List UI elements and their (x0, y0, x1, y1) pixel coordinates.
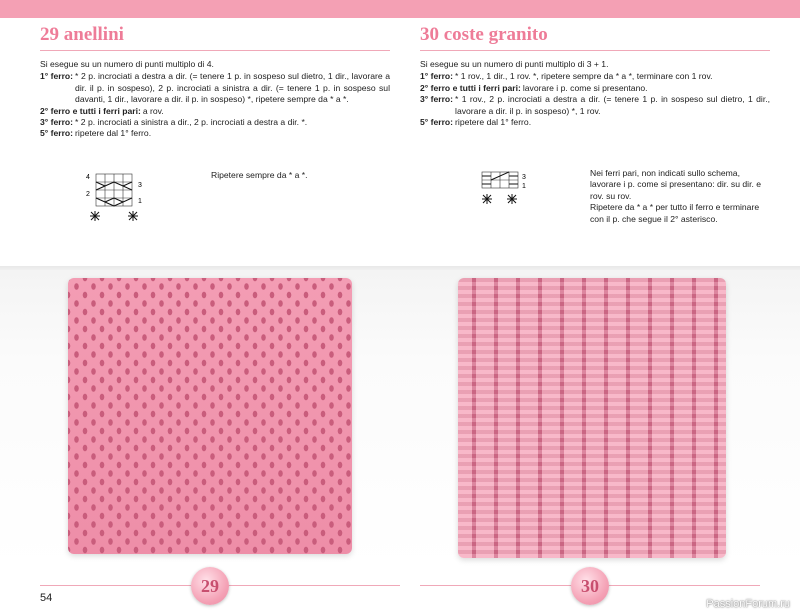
row-text: a rov. (142, 105, 164, 116)
chart-row-label: 1 (138, 198, 142, 205)
pattern-30-intro: Si esegue su un numero di punti multiplo di 3 + 1. (420, 59, 609, 69)
title-divider (420, 50, 770, 51)
chart-row-label: 3 (522, 174, 526, 181)
page-number: 54 (40, 592, 53, 604)
row-label: 2° ferro e tutti i ferri pari: (420, 82, 521, 93)
pattern-29-note: Ripetere sempre da * a *. (211, 170, 308, 180)
row-label: 2° ferro e tutti i ferri pari: (40, 105, 141, 116)
pattern-29-chart (82, 170, 152, 225)
chart-row-label: 1 (522, 183, 526, 190)
chart-grid (482, 172, 518, 188)
row-label: 5° ferro: (40, 128, 74, 139)
row-text: * 1 rov., 1 dir., 1 rov. *, ripetere sempre da * a *, terminare con 1 rov. (455, 71, 713, 82)
chart-row-label: 3 (138, 182, 142, 189)
watermark: PassionForum.ru (706, 598, 790, 610)
knit-swatch-30-photo (458, 278, 726, 558)
pattern-30-row-5 (420, 117, 770, 128)
row-label: 1° ferro: (420, 71, 454, 82)
pattern-29-title: 29 anellini (40, 24, 124, 45)
note-line: Ripetere da * a * per tutto il ferro e terminare con il p. che segue il 2° asterisco. (590, 202, 760, 224)
pattern-30-row-3 (420, 94, 770, 117)
row-label: 3° ferro: (40, 117, 74, 128)
row-text: * 2 p. incrociati a destra a dir. (= tenere 1 p. in sospeso sul dietro, 1 dir., lavorare a dir. il p. in sospeso), 2 p. incrociati a sinistra a dir. (= tenere 1 p. in sospeso sul davanti, 1 dir., lavorare a dir. il p. in sospeso) *, ripetere sempre da * a *. (75, 71, 390, 105)
top-pink-band (0, 0, 800, 18)
note-line: Nei ferri pari, non indicati sullo schema, lavorare i p. come si presentano: dir. su dir. e rov. su rov. (590, 168, 762, 201)
pattern-29-row-2 (40, 106, 390, 117)
pattern-29-badge: 29 (191, 567, 229, 605)
row-text: ripetere dal 1° ferro. (455, 117, 532, 128)
asterisk-markers (482, 194, 517, 204)
asterisk-markers (90, 211, 138, 221)
pattern-29-row-5 (40, 128, 390, 139)
row-label: 1° ferro: (40, 71, 74, 82)
pattern-30-badge: 30 (571, 567, 609, 605)
knit-swatch-29-photo (68, 278, 352, 554)
chart-row-label: 4 (86, 174, 90, 181)
row-text: ripetere dal 1° ferro. (75, 128, 152, 139)
row-text: * 1 rov., 2 p. incrociati a destra a dir. (= tenere 1 p. in sospeso sul dietro, 1 dir., lavorare a dir. il p. in sospeso) *, 1 rov. (455, 94, 770, 116)
chart-grid (96, 174, 132, 206)
pattern-30-note (590, 168, 762, 225)
pattern-30-chart (478, 168, 538, 213)
pattern-30-row-2 (420, 83, 770, 94)
pattern-29-row-3 (40, 117, 390, 128)
pattern-30-title: 30 coste granito (420, 24, 548, 45)
row-text: * 2 p. incrociati a sinistra a dir., 2 p. incrociati a destra a dir. *. (75, 117, 308, 128)
title-divider (40, 50, 390, 51)
row-label: 5° ferro: (420, 117, 454, 128)
pattern-29-row-1 (40, 71, 390, 105)
chart-row-label: 2 (86, 191, 90, 198)
row-label: 3° ferro: (420, 94, 454, 105)
pattern-30-section (420, 24, 770, 128)
pattern-29-intro: Si esegue su un numero di punti multiplo di 4. (40, 59, 214, 69)
row-text: lavorare i p. come si presentano. (522, 82, 648, 93)
pattern-30-row-1 (420, 71, 770, 82)
pattern-29-section (40, 24, 390, 140)
